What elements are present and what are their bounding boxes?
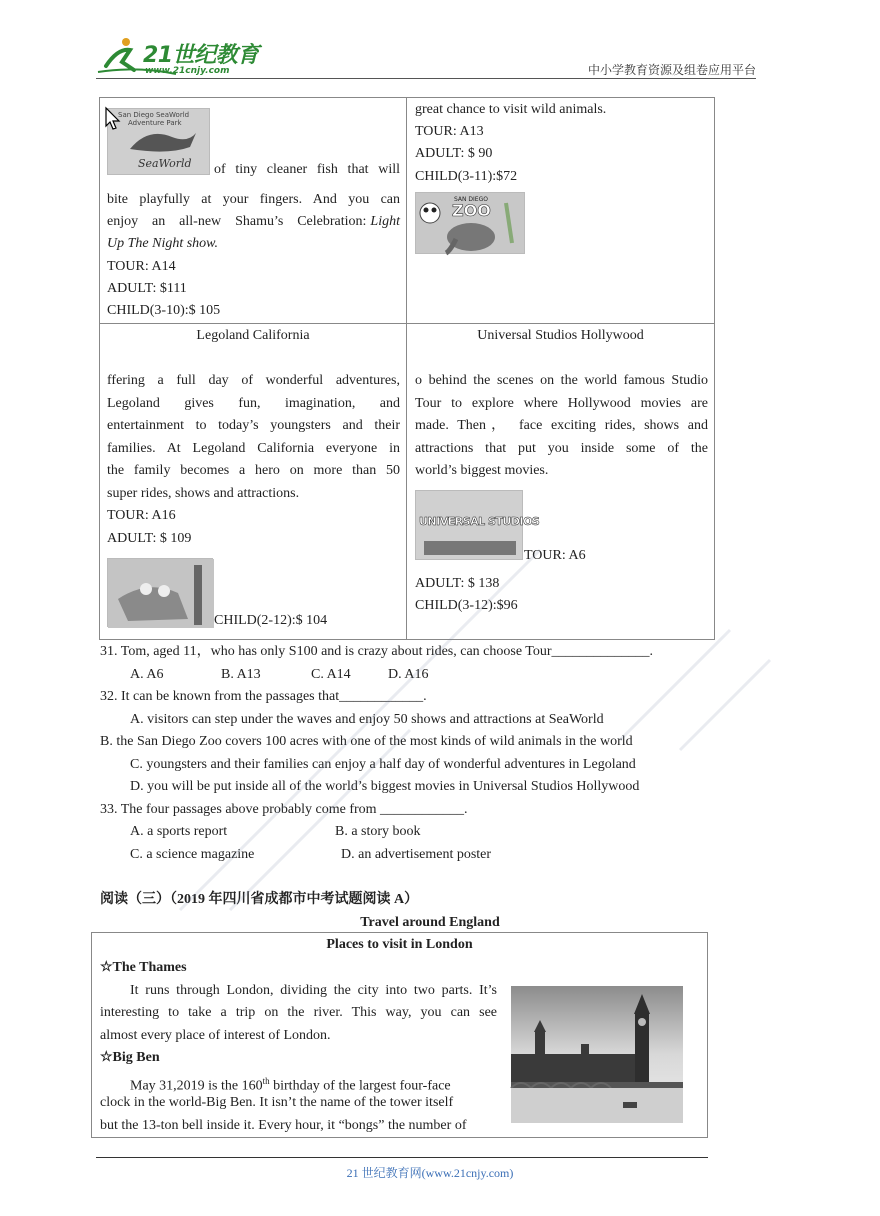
bigben-line-2: clock in the world-Big Ben. It isn’t the name of the tower itself <box>100 1095 454 1110</box>
seaworld-child: CHILD(3-10):$ 105 <box>107 303 221 318</box>
thames-line-1: It runs through London, dividing the city into two parts. It’s <box>130 983 497 998</box>
universal-tour: TOUR: A6 <box>524 548 586 563</box>
legoland-image <box>107 558 213 627</box>
footer-text[interactable]: 21 世纪教育网(www.21cnjy.com) <box>346 1166 514 1180</box>
thames-line-2: interesting to take a trip on the river. This way, you can see <box>100 1005 497 1020</box>
question-33-option-d: D. an advertisement poster <box>341 847 492 862</box>
seaworld-adult: ADULT: $111 <box>107 281 187 296</box>
legoland-last-line: super rides, shows and attractions. <box>107 486 300 501</box>
bigben-line-1-start: May 31,2019 is the 160 <box>130 1078 263 1094</box>
seaworld-line-3-italic: Light <box>370 214 400 229</box>
footer-divider <box>96 1157 708 1158</box>
question-33-option-a: A. a sports report <box>130 824 228 839</box>
header-divider <box>96 78 756 79</box>
bigben-heading: ☆Big Ben <box>100 1050 160 1065</box>
question-32-option-a: A. visitors can step under the waves and enjoy 50 shows and attractions at SeaWorld <box>130 712 604 727</box>
legoland-child: CHILD(2-12):$ 104 <box>214 613 328 628</box>
logo-url: www.21cnjy.com <box>145 66 230 76</box>
zoo-tour: TOUR: A13 <box>415 124 484 139</box>
bigben-line-1-sup: th <box>262 1076 270 1086</box>
bigben-line-1-end: birthday of the largest four-face <box>269 1078 451 1094</box>
whale-illustration <box>128 127 198 157</box>
universal-line-3: made. Then， face exciting rides, shows and <box>415 418 708 433</box>
seaworld-line-3 <box>107 211 400 234</box>
zoo-line-1: great chance to visit wild animals. <box>415 102 607 117</box>
bigben-line-3: but the 13-ton bell inside it. Every hour, it “bongs” the number of <box>100 1118 467 1133</box>
universal-last-line: world’s biggest movies. <box>415 463 549 478</box>
universal-image-base <box>424 541 516 555</box>
seaworld-image-logo: SeaWorld <box>138 157 192 170</box>
universal-title: Universal Studios Hollywood <box>477 328 644 343</box>
legoland-title: Legoland California <box>196 328 310 343</box>
seaworld-image <box>107 108 210 175</box>
question-32: 32. It can be known from the passages that____________. <box>100 689 427 704</box>
legoland-line-3: entertainment to today’s youngsters and their <box>107 418 400 433</box>
seaworld-tour: TOUR: A14 <box>107 259 176 274</box>
seaworld-line-1: of tiny cleaner fish that will <box>214 162 400 177</box>
ride-illustration <box>108 559 214 628</box>
question-32-option-b: B. the San Diego Zoo covers 100 acres with one of the most kinds of wild animals in the world <box>100 734 633 749</box>
seaworld-line-4: Up The Night show. <box>107 236 218 251</box>
question-32-option-d: D. you will be put inside all of the world’s biggest movies in Universal Studios Hollywood <box>130 779 640 794</box>
zoo-image <box>415 192 525 254</box>
question-33: 33. The four passages above probably come from ____________. <box>100 802 468 817</box>
zoo-child: CHILD(3-11):$72 <box>415 169 518 184</box>
seaworld-line-3-text: enjoy an all-new Shamu’s Celebration: <box>107 214 367 229</box>
question-31-option-d: D. A16 <box>388 667 429 682</box>
seaworld-image-caption-1: San Diego SeaWorld <box>118 111 190 119</box>
seaworld-line-2: bite playfully at your fingers. And you can <box>107 192 400 207</box>
question-31-option-a: A. A6 <box>130 667 164 682</box>
legoland-line-1: ffering a full day of wonderful adventures, <box>107 373 400 388</box>
zoo-adult: ADULT: $ 90 <box>415 146 493 161</box>
universal-line-4: attractions that put you inside some of the <box>415 441 708 456</box>
london-parliament-photo <box>511 986 683 1123</box>
logo-wordmark: 21世纪教育 <box>143 43 259 68</box>
question-31-option-b: B. A13 <box>221 667 261 682</box>
london-box-title: Places to visit in London <box>326 937 473 952</box>
question-32-option-c: C. youngsters and their families can enjoy a half day of wonderful adventures in Legoland <box>130 757 636 772</box>
universal-child: CHILD(3-12):$96 <box>415 598 518 613</box>
legoland-tour: TOUR: A16 <box>107 508 176 523</box>
reading-3-heading: 阅读（三）（2019 年四川省成都市中考试题阅读 A） <box>100 892 419 907</box>
legoland-line-4: families. At Legoland California everyone in <box>107 441 400 456</box>
reading-3-title: Travel around England <box>360 915 500 930</box>
question-33-option-c: C. a science magazine <box>130 847 255 862</box>
zoo-image-caption: SAN DIEGO <box>454 196 488 203</box>
legoland-line-2: Legoland gives fun, imagination, and <box>107 396 400 411</box>
mouse-cursor-icon <box>105 107 121 131</box>
header-platform-text: 中小学教育资源及组卷应用平台 <box>587 63 756 77</box>
universal-image <box>415 490 540 560</box>
legoland-adult: ADULT: $ 109 <box>107 531 192 546</box>
universal-adult: ADULT: $ 138 <box>415 576 500 591</box>
legoland-line-5: the family becomes a hero on more than 50 <box>107 463 400 478</box>
universal-image-logo: UNIVERSAL STUDIOS <box>419 515 540 528</box>
thames-last-line: almost every place of interest of London. <box>100 1028 331 1043</box>
thames-heading: ☆The Thames <box>100 960 187 975</box>
universal-line-2: Tour to explore where Hollywood movies are <box>415 396 708 411</box>
question-31-option-c: C. A14 <box>311 667 351 682</box>
zoo-image-logo: ZOO <box>452 201 491 220</box>
universal-line-1: o behind the scenes on the world famous Studio <box>415 373 708 388</box>
question-33-option-b: B. a story book <box>335 824 421 839</box>
question-31: 31. Tom, aged 11，who has only S100 and is crazy about rides, can choose Tour______________. <box>100 644 654 659</box>
seaworld-image-caption-2: Adventure Park <box>128 119 182 127</box>
